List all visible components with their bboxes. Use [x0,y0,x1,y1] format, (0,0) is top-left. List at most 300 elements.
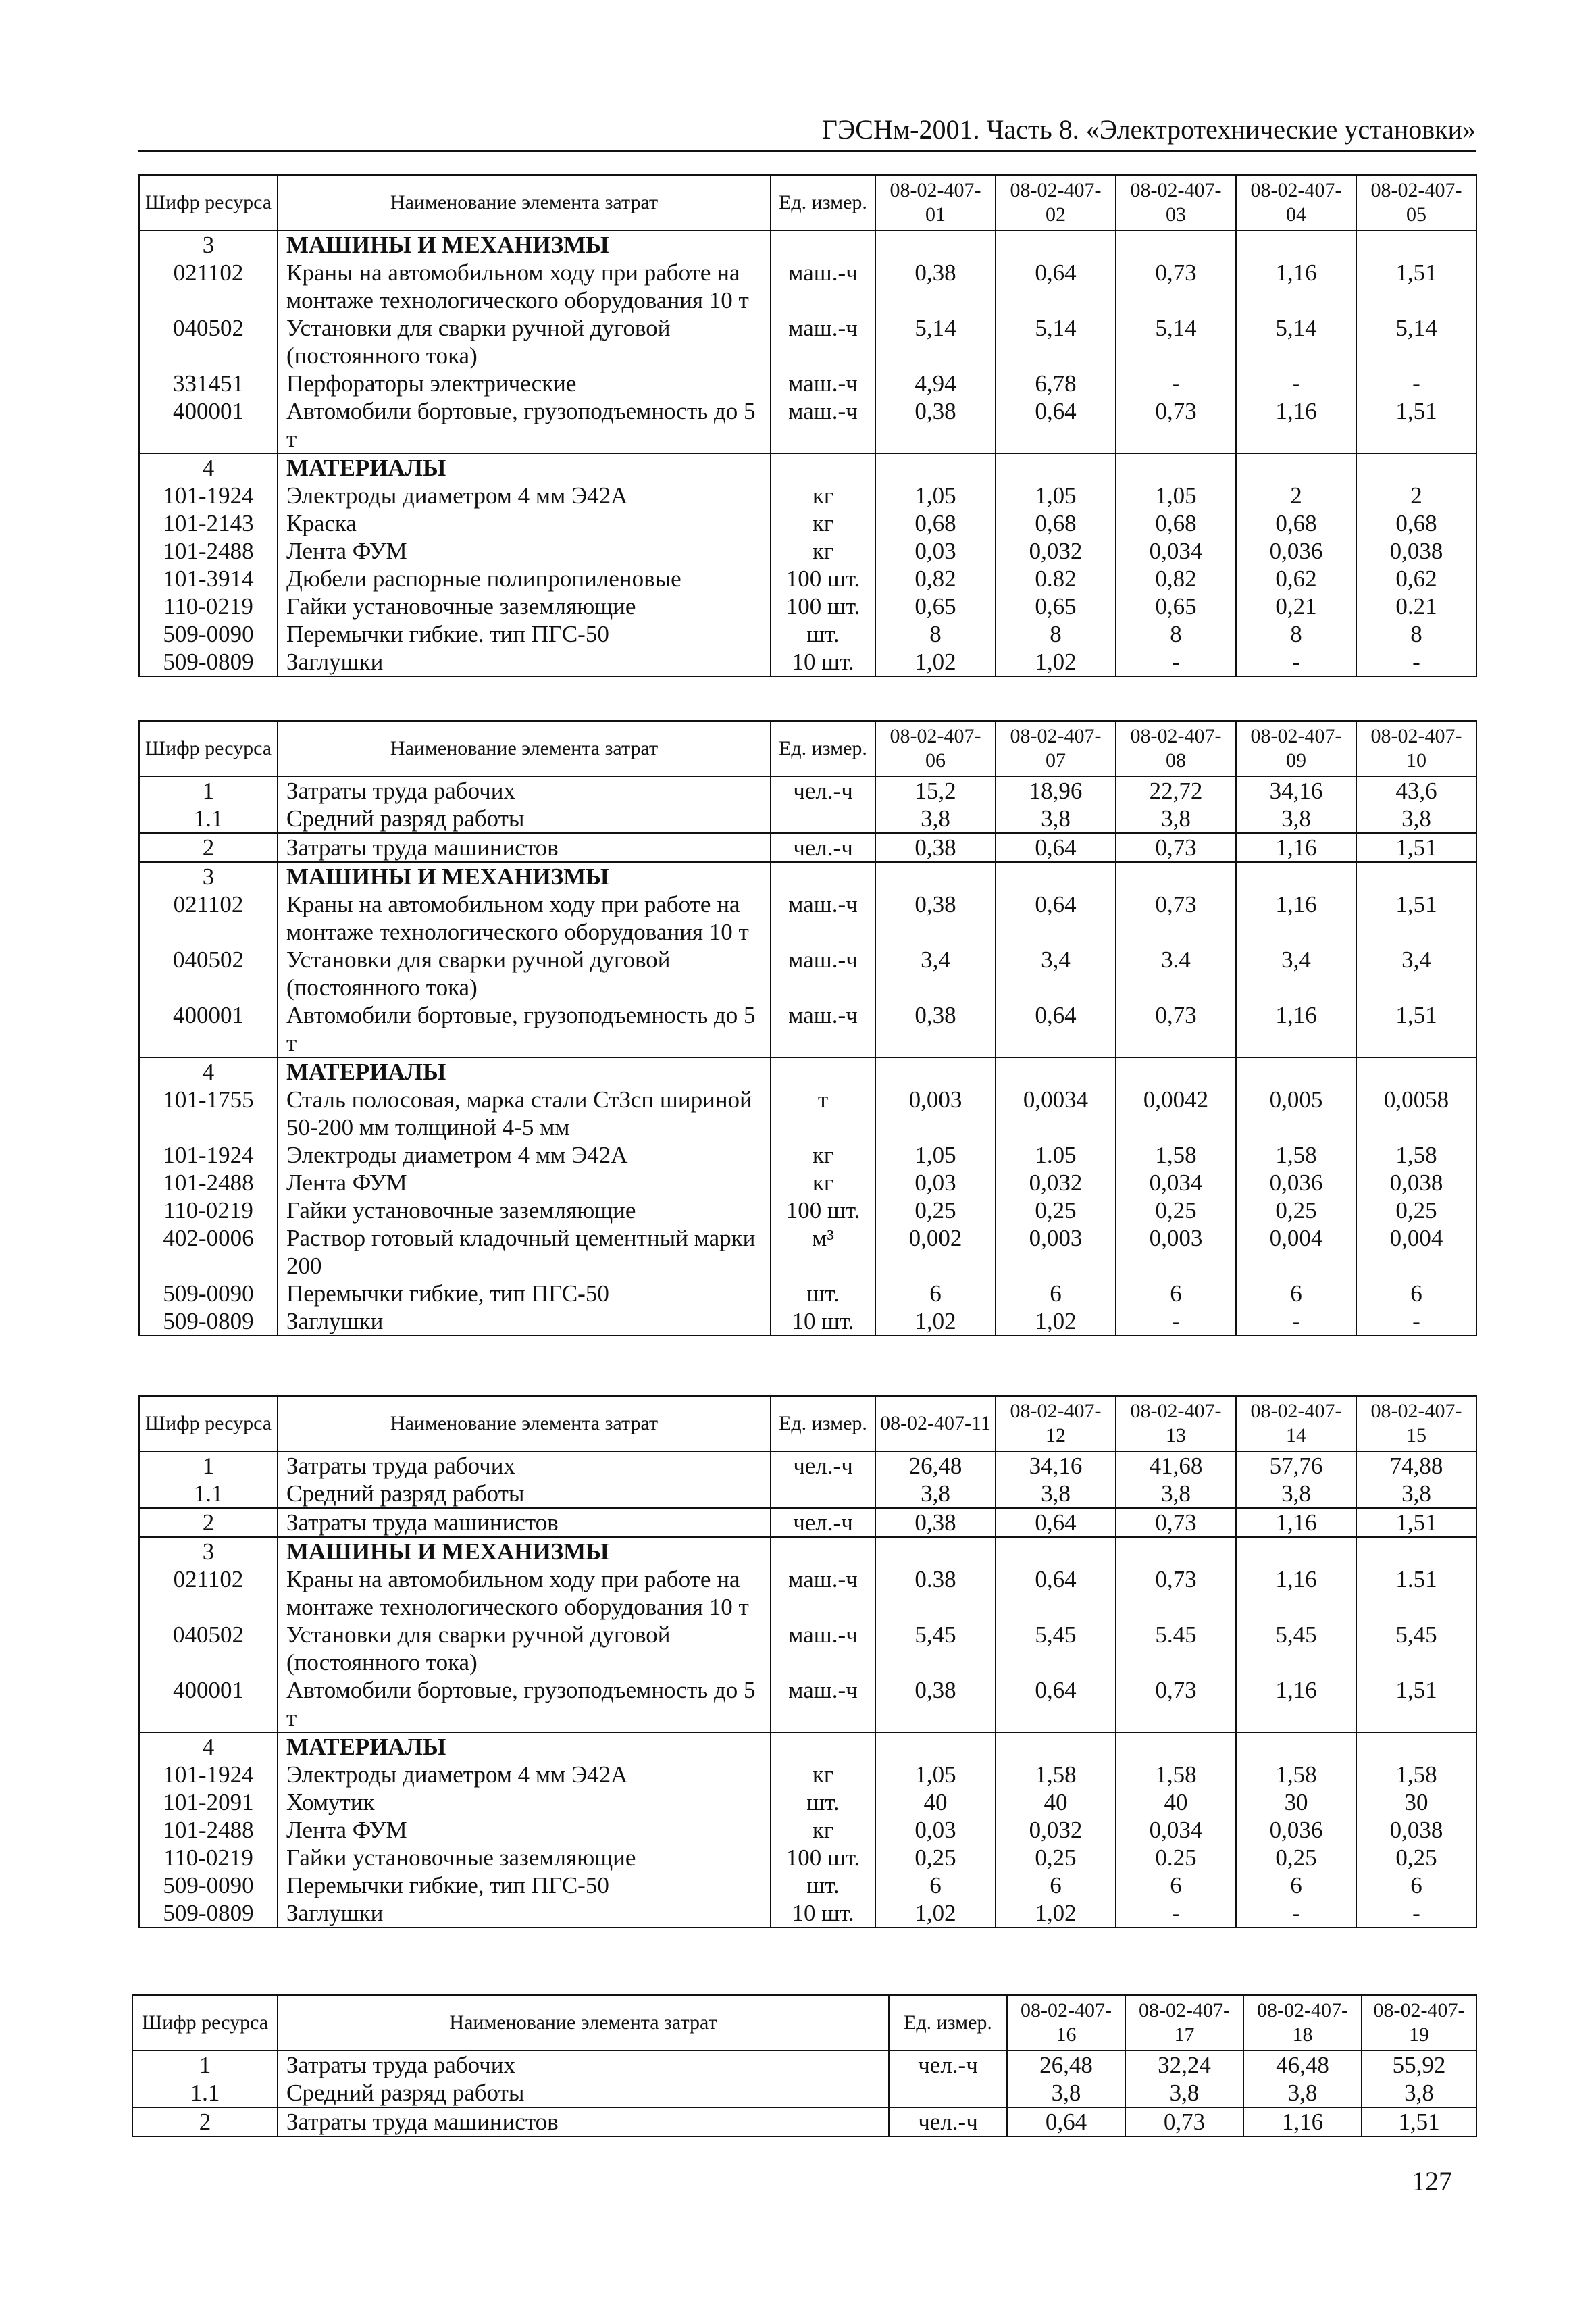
unit-of-measure: 10 шт. [771,1899,875,1928]
resource-code: 110-0219 [139,1197,278,1224]
cost-element-name: Краны на автомобильном ходу при работе на монтаже технологического оборудования 10 т [278,259,771,314]
header-norm-code: 08-02-407-02 [996,175,1116,230]
norm-value: 3,8 [1236,805,1356,833]
norm-value: - [1116,648,1236,676]
norm-value: 3,8 [1007,2079,1125,2107]
unit-of-measure: кг [771,482,875,509]
norm-value: 1,51 [1356,1508,1476,1537]
norm-value: 0,73 [1125,2107,1243,2136]
unit-of-measure: маш.-ч [771,314,875,370]
header-norm-code: 08-02-407-04 [1236,175,1356,230]
table-header-row [139,175,1476,230]
resource-code: 110-0219 [139,1844,278,1871]
resource-code: 040502 [139,1621,278,1676]
norm-value: 0,25 [875,1844,996,1871]
resource-code: 400001 [139,1676,278,1732]
norm-value: 0,003 [1116,1224,1236,1280]
unit-of-measure [771,230,875,259]
cost-element-name: Хомутик [278,1788,771,1816]
table-row [139,509,1476,537]
table-row [139,1451,1476,1480]
norm-value [1236,1057,1356,1086]
norm-value: 0,68 [1116,509,1236,537]
norm-value: - [1116,1899,1236,1928]
norm-value: 1,05 [996,482,1116,509]
norm-value: 3,8 [1362,2079,1476,2107]
cost-element-name: Гайки установочные заземляющие [278,1197,771,1224]
norm-value: 0,73 [1116,890,1236,946]
table-row [139,1565,1476,1621]
norm-value: 0,034 [1116,1169,1236,1197]
resource-code: 509-0090 [139,1871,278,1899]
norm-value: 0,73 [1116,259,1236,314]
norm-value: 3,8 [996,1480,1116,1508]
norm-value: 1,16 [1236,397,1356,453]
table-row [139,1816,1476,1844]
norm-value: 1,16 [1243,2107,1362,2136]
norm-value: 0,036 [1236,1169,1356,1197]
norm-value: 0,032 [996,1169,1116,1197]
norm-value: 6 [1356,1280,1476,1307]
resource-code: 101-2143 [139,509,278,537]
norm-value [1236,453,1356,482]
norm-value: 0,64 [996,890,1116,946]
table-row [139,805,1476,833]
norm-value: 8 [1236,620,1356,648]
norm-value: 6 [996,1280,1116,1307]
norm-value: 0,64 [996,259,1116,314]
norm-value: 0,25 [1116,1197,1236,1224]
norm-value: 6 [1356,1871,1476,1899]
resource-code: 021102 [139,890,278,946]
norm-value: 0,38 [875,890,996,946]
page-number: 127 [1412,2166,1452,2196]
norm-value: 0,03 [875,1169,996,1197]
norm-value [1116,230,1236,259]
norm-value: 1,58 [1236,1141,1356,1169]
norm-value: 0,034 [1116,537,1236,565]
norm-value: 0,64 [996,1676,1116,1732]
resource-code: 509-0809 [139,1307,278,1336]
table-row [139,1141,1476,1169]
norm-value: 1,51 [1356,397,1476,453]
header-norm-code: 08-02-407-10 [1356,721,1476,776]
norm-value: 0,38 [875,1676,996,1732]
table-row [139,1001,1476,1057]
norm-value: 0,65 [1116,593,1236,620]
norm-value: 3,4 [875,946,996,1001]
norm-value: 5,45 [875,1621,996,1676]
norm-value: 1,51 [1356,833,1476,862]
norm-value [1116,1537,1236,1565]
norm-value: 1,16 [1236,833,1356,862]
table-header-row [139,1396,1476,1451]
norm-value: 0,38 [875,1508,996,1537]
norm-value: 0,032 [996,537,1116,565]
unit-of-measure: 100 шт. [771,1844,875,1871]
norm-value: 0,64 [996,1001,1116,1057]
resource-code: 400001 [139,397,278,453]
unit-of-measure: маш.-ч [771,1001,875,1057]
cost-element-name: Лента ФУМ [278,1169,771,1197]
norm-value [875,1732,996,1761]
norm-value: 3,8 [1236,1480,1356,1508]
norm-value: 0,73 [1116,1508,1236,1537]
norm-value [875,453,996,482]
norm-value: 0,003 [875,1086,996,1141]
norm-value: 1,58 [1236,1761,1356,1788]
header-unit: Ед. измер. [771,1396,875,1451]
header-code: Шифр ресурса [132,1995,278,2051]
norm-value: 1,05 [1116,482,1236,509]
header-unit: Ед. измер. [771,721,875,776]
norm-value: - [1116,370,1236,397]
norm-value [875,862,996,890]
unit-of-measure: чел.-ч [771,1451,875,1480]
norm-value [996,1732,1116,1761]
cost-element-name: Установки для сварки ручной дуговой (постоянного тока) [278,1621,771,1676]
norm-value: 0,82 [875,565,996,593]
unit-of-measure: маш.-ч [771,890,875,946]
table-row [139,1761,1476,1788]
norm-value: 8 [875,620,996,648]
resource-code: 2 [139,833,278,862]
unit-of-measure: 10 шт. [771,648,875,676]
cost-element-name: Электроды диаметром 4 мм Э42А [278,1141,771,1169]
norm-value: 0,38 [875,397,996,453]
cost-element-name: Перемычки гибкие, тип ПГС-50 [278,1280,771,1307]
header-norm-code: 08-02-407-01 [875,175,996,230]
norm-value: 40 [1116,1788,1236,1816]
resource-code: 3 [139,230,278,259]
norm-value: 1,51 [1362,2107,1476,2136]
norm-value: 8 [1356,620,1476,648]
norm-value: 0,25 [1356,1844,1476,1871]
unit-of-measure: маш.-ч [771,1565,875,1621]
header-norm-code: 08-02-407-14 [1236,1396,1356,1451]
norm-value: 0,38 [875,1001,996,1057]
resource-code: 101-1924 [139,1761,278,1788]
cost-element-name: Установки для сварки ручной дуговой (постоянного тока) [278,314,771,370]
cost-element-name: МАШИНЫ И МЕХАНИЗМЫ [278,230,771,259]
resource-table-3 [138,1395,1477,1928]
norm-value: 46,48 [1243,2051,1362,2079]
cost-element-name: Заглушки [278,1899,771,1928]
resource-code: 101-2488 [139,537,278,565]
norm-value [996,1537,1116,1565]
norm-value: 3,8 [1243,2079,1362,2107]
norm-value: 0.38 [875,1565,996,1621]
norm-value: - [1236,648,1356,676]
cost-element-name: Гайки установочные заземляющие [278,1844,771,1871]
cost-element-name: МАШИНЫ И МЕХАНИЗМЫ [278,1537,771,1565]
unit-of-measure: шт. [771,1871,875,1899]
resource-code: 2 [139,1508,278,1537]
header-name: Наименование элемента затрат [278,1396,771,1451]
norm-value: 3,8 [1356,805,1476,833]
table-row [139,620,1476,648]
header-norm-code: 08-02-407-06 [875,721,996,776]
table-row [139,1844,1476,1871]
resource-code: 040502 [139,314,278,370]
norm-value: 5,45 [996,1621,1116,1676]
table-row [139,1086,1476,1141]
header-norm-code: 08-02-407-13 [1116,1396,1236,1451]
norm-value: 3,8 [1116,1480,1236,1508]
table-row [139,565,1476,593]
resource-code: 3 [139,1537,278,1565]
table-header-row [139,721,1476,776]
norm-value: 0,73 [1116,1676,1236,1732]
unit-of-measure [771,1732,875,1761]
resource-code: 110-0219 [139,593,278,620]
table-row [139,1169,1476,1197]
resource-code: 1 [132,2051,278,2079]
header-unit: Ед. измер. [771,175,875,230]
norm-value: 0,25 [996,1197,1116,1224]
unit-of-measure: кг [771,509,875,537]
resource-code: 1 [139,776,278,805]
header-norm-code: 08-02-407-08 [1116,721,1236,776]
norm-value: 0,68 [875,509,996,537]
cost-element-name: Перемычки гибкие. тип ПГС-50 [278,620,771,648]
norm-value: 5,14 [1236,314,1356,370]
norm-value: 3,8 [875,1480,996,1508]
resource-code: 101-1924 [139,1141,278,1169]
cost-element-name: Средний разряд работы [278,2079,889,2107]
norm-value: - [1356,370,1476,397]
table-row [139,648,1476,676]
cost-element-name: Затраты труда машинистов [278,2107,889,2136]
norm-value: 6 [996,1871,1116,1899]
unit-of-measure: 100 шт. [771,565,875,593]
unit-of-measure: кг [771,1761,875,1788]
resource-table-2 [138,720,1477,1336]
unit-of-measure: маш.-ч [771,1676,875,1732]
unit-of-measure: маш.-ч [771,397,875,453]
unit-of-measure: чел.-ч [771,833,875,862]
cost-element-name: Средний разряд работы [278,805,771,833]
header-norm-code: 08-02-407-09 [1236,721,1356,776]
table-row [139,833,1476,862]
norm-value: 6 [1236,1280,1356,1307]
table-row [132,2051,1476,2079]
header-name: Наименование элемента затрат [278,175,771,230]
header-code: Шифр ресурса [139,1396,278,1451]
cost-element-name: Раствор готовый кладочный цементный марки 200 [278,1224,771,1280]
header-name: Наименование элемента затрат [278,721,771,776]
norm-value [996,453,1116,482]
norm-value: 0,73 [1116,1001,1236,1057]
norm-value: 6 [875,1871,996,1899]
cost-element-name: МАТЕРИАЛЫ [278,1732,771,1761]
norm-value: 30 [1236,1788,1356,1816]
unit-of-measure: т [771,1086,875,1141]
unit-of-measure: маш.-ч [771,370,875,397]
table-row [139,397,1476,453]
norm-value: 6 [1236,1871,1356,1899]
norm-value: 0,68 [996,509,1116,537]
resource-code: 101-1924 [139,482,278,509]
norm-value: 0.25 [1116,1844,1236,1871]
cost-element-name: Заглушки [278,648,771,676]
unit-of-measure: кг [771,1169,875,1197]
norm-value [996,230,1116,259]
table-row [139,1197,1476,1224]
unit-of-measure: чел.-ч [771,1508,875,1537]
norm-value: - [1356,1899,1476,1928]
cost-element-name: Установки для сварки ручной дуговой (постоянного тока) [278,946,771,1001]
norm-value: 5,14 [1356,314,1476,370]
norm-value: 0,002 [875,1224,996,1280]
norm-value: 1,58 [996,1761,1116,1788]
resource-code: 021102 [139,259,278,314]
section-row [139,1537,1476,1565]
unit-of-measure [889,2079,1007,2107]
cost-element-name: МАШИНЫ И МЕХАНИЗМЫ [278,862,771,890]
norm-value: - [1236,370,1356,397]
unit-of-measure: 100 шт. [771,1197,875,1224]
norm-value: 1,51 [1356,259,1476,314]
table-row [132,2107,1476,2136]
norm-value [1116,862,1236,890]
cost-element-name: Перемычки гибкие, тип ПГС-50 [278,1871,771,1899]
norm-value: 6,78 [996,370,1116,397]
norm-value: 5,45 [1236,1621,1356,1676]
table-row [139,314,1476,370]
norm-value: 1,05 [875,1761,996,1788]
norm-value: 8 [996,620,1116,648]
norm-value [1356,862,1476,890]
resource-code: 509-0809 [139,1899,278,1928]
unit-of-measure: маш.-ч [771,946,875,1001]
cost-element-name: Краны на автомобильном ходу при работе на монтаже технологического оборудования 10 т [278,1565,771,1621]
norm-value: 3,8 [1356,1480,1476,1508]
norm-value [1116,1057,1236,1086]
unit-of-measure: шт. [771,1280,875,1307]
norm-value: 32,24 [1125,2051,1243,2079]
norm-value: 3,8 [996,805,1116,833]
cost-element-name: Лента ФУМ [278,1816,771,1844]
cost-element-name: Лента ФУМ [278,537,771,565]
norm-value: 55,92 [1362,2051,1476,2079]
cost-element-name: Краска [278,509,771,537]
norm-value: 0,65 [996,593,1116,620]
norm-value: 6 [1116,1871,1236,1899]
norm-value: - [1116,1307,1236,1336]
norm-value: 6 [1116,1280,1236,1307]
unit-of-measure: чел.-ч [889,2107,1007,2136]
resource-code: 400001 [139,1001,278,1057]
resource-code: 1.1 [139,1480,278,1508]
norm-value: 34,16 [1236,776,1356,805]
table-row [139,946,1476,1001]
table-row [139,537,1476,565]
resource-code: 101-2488 [139,1169,278,1197]
resource-code: 2 [132,2107,278,2136]
norm-value: 0,0034 [996,1086,1116,1141]
norm-value: 1,02 [875,1307,996,1336]
resource-code: 1.1 [139,805,278,833]
header-code: Шифр ресурса [139,175,278,230]
norm-value: 5,14 [875,314,996,370]
table-row [139,1224,1476,1280]
cost-element-name: Гайки установочные заземляющие [278,593,771,620]
norm-value: 3,8 [1116,805,1236,833]
cost-element-name: Затраты труда рабочих [278,2051,889,2079]
norm-value [996,1057,1116,1086]
norm-value: - [1356,1307,1476,1336]
unit-of-measure: м³ [771,1224,875,1280]
norm-value: 0,64 [1007,2107,1125,2136]
unit-of-measure: маш.-ч [771,1621,875,1676]
unit-of-measure: шт. [771,620,875,648]
header-norm-code: 08-02-407-07 [996,721,1116,776]
table-row [132,2079,1476,2107]
norm-value: - [1356,648,1476,676]
norm-value: 26,48 [875,1451,996,1480]
resource-code: 509-0809 [139,648,278,676]
cost-element-name: Автомобили бортовые, грузоподъемность до 5 т [278,1001,771,1057]
header-norm-code: 08-02-407-18 [1243,1995,1362,2051]
norm-value: 0,03 [875,1816,996,1844]
norm-value [1356,453,1476,482]
unit-of-measure [771,1537,875,1565]
norm-value: 0,0058 [1356,1086,1476,1141]
norm-value [1236,862,1356,890]
resource-code: 3 [139,862,278,890]
unit-of-measure: чел.-ч [889,2051,1007,2079]
resource-code: 509-0090 [139,1280,278,1307]
section-row [139,1057,1476,1086]
norm-value: 0,038 [1356,1816,1476,1844]
norm-value [1236,1537,1356,1565]
cost-element-name: МАТЕРИАЛЫ [278,453,771,482]
norm-value: - [1236,1899,1356,1928]
resource-table-1 [138,174,1477,677]
norm-value: 0,62 [1356,565,1476,593]
resource-code: 4 [139,1057,278,1086]
cost-element-name: Затраты труда рабочих [278,776,771,805]
header-code: Шифр ресурса [139,721,278,776]
header-unit: Ед. измер. [889,1995,1007,2051]
norm-value [1356,1732,1476,1761]
norm-value: 0,73 [1116,1565,1236,1621]
cost-element-name: Затраты труда рабочих [278,1451,771,1480]
norm-value [875,230,996,259]
norm-value [875,1537,996,1565]
section-row [139,230,1476,259]
norm-value: 8 [1116,620,1236,648]
cost-element-name: Электроды диаметром 4 мм Э42А [278,1761,771,1788]
resource-code: 101-2091 [139,1788,278,1816]
resource-code: 509-0090 [139,620,278,648]
norm-value: 1,02 [996,1899,1116,1928]
norm-value: 0.21 [1356,593,1476,620]
norm-value [1236,1732,1356,1761]
cost-element-name: Затраты труда машинистов [278,833,771,862]
norm-value [1356,1057,1476,1086]
header-norm-code: 08-02-407-03 [1116,175,1236,230]
unit-of-measure [771,805,875,833]
norm-value: 1,51 [1356,1676,1476,1732]
norm-value: 0,036 [1236,537,1356,565]
table-header-row [132,1995,1476,2051]
norm-value: 1,02 [996,648,1116,676]
norm-value: 1,02 [996,1307,1116,1336]
table-row [139,593,1476,620]
norm-value: 1,58 [1116,1141,1236,1169]
